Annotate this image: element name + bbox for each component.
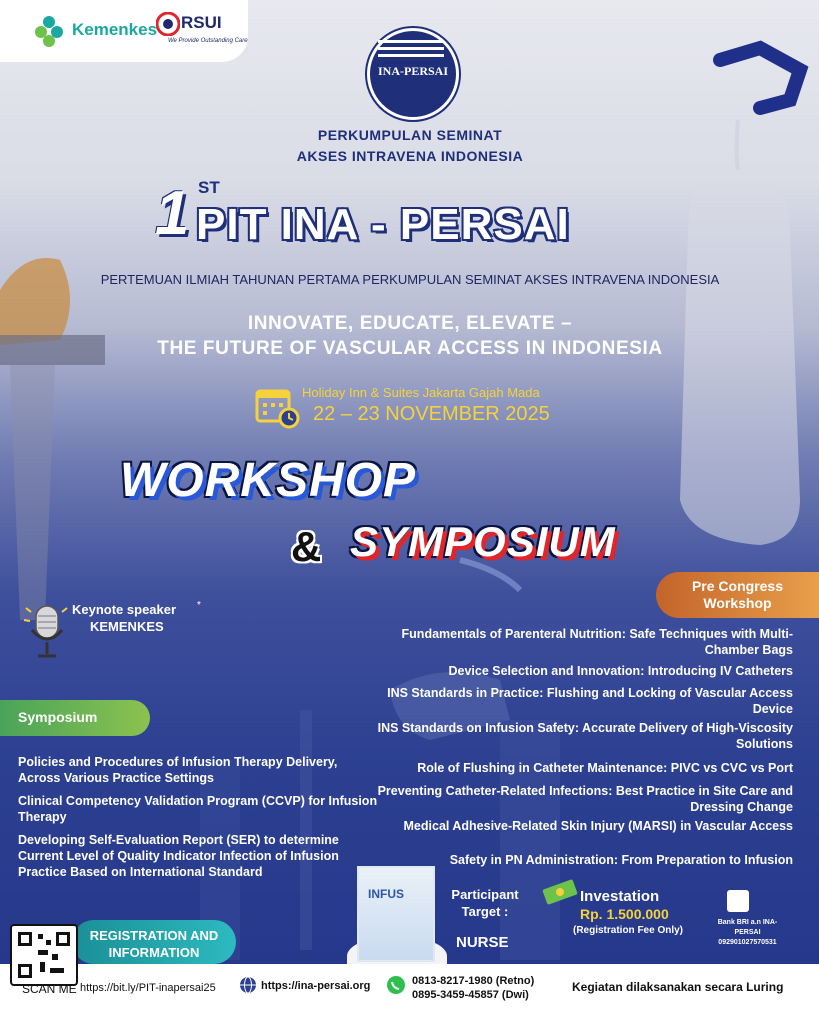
edition-number: 1 — [155, 179, 190, 248]
workshop-item: INS Standards in Practice: Flushing and Locking of Vascular Access Device — [387, 686, 793, 716]
kemenkes-logo-icon — [34, 14, 64, 48]
registration-title — [72, 927, 236, 961]
workshop-item: Role of Flushing in Catheter Maintenance: PIVC vs CVC vs Port — [417, 761, 793, 775]
microphone-icon — [22, 600, 70, 660]
ampersand: & — [291, 523, 322, 570]
pre-congress-title-line2: Workshop — [703, 595, 772, 611]
venue: Holiday Inn & Suites Jakarta Gajah Mada — [302, 385, 540, 400]
org-name-line1: PERKUMPULAN SEMINAT — [317, 127, 503, 143]
workshop-item: INS Standards on Infusion Safety: Accurate Delivery of High-Viscosity Solutions — [377, 721, 793, 751]
workshop-item: Safety in PN Administration: From Preparation to Infusion — [449, 853, 793, 867]
calendar-icon — [255, 385, 301, 429]
symposium-item: Policies and Procedures of Infusion Therapy Delivery, Across Various Practice Settings — [18, 755, 338, 785]
pre-congress-title — [660, 578, 815, 612]
symposium-headline: SYMPOSIUM — [350, 518, 616, 565]
rsui-logo-text: RSUI — [181, 13, 222, 32]
rsui-tagline: We Provide Outstanding Care — [168, 38, 248, 44]
participant-label — [441, 886, 529, 920]
keynote-label: Keynote speaker — [72, 602, 177, 617]
investation-label: Investation — [580, 888, 660, 905]
rsui-logo-icon — [156, 12, 180, 36]
investation-price: Rp. 1.500.000 — [580, 906, 669, 922]
org-name-line2: AKSES INTRAVENA INDONESIA — [296, 148, 524, 164]
registration-title-line1: REGISTRATION AND — [89, 928, 219, 943]
kemenkes-logo-text: Kemenkes — [72, 20, 158, 39]
workshop-item: Device Selection and Innovation: Introducing IV Catheters — [448, 664, 793, 678]
registration-title-line2: INFORMATION — [108, 945, 200, 960]
event-subtitle: PERTEMUAN ILMIAH TAHUNAN PERTAMA PERKUMPULAN SEMINAT AKSES INTRAVENA INDONESIA — [100, 272, 720, 287]
qr-code-icon — [12, 926, 76, 984]
edition-suffix: ST — [198, 178, 220, 197]
book-title: INFUS — [368, 887, 404, 901]
phone-dwi[interactable]: 0895-3459-45857 (Dwi) — [412, 989, 529, 1001]
bank-name: Bank BRI a.n INA-PERSAI — [717, 919, 778, 936]
event-dates: 22 – 23 NOVEMBER 2025 — [313, 403, 550, 425]
registration-fee-note: (Registration Fee Only) — [573, 925, 684, 936]
registration-link[interactable]: https://bit.ly/PIT-inapersai25 — [80, 982, 216, 994]
logo-text: INA-PERSAI — [377, 64, 448, 78]
theme-line2: THE FUTURE OF VASCULAR ACCESS IN INDONESIA — [157, 338, 663, 359]
symposium-item: Developing Self-Evaluation Report (SER) to determine Current Level of Quality Indicator Infection of Infusion Practice Based on International Standard — [18, 833, 339, 879]
globe-icon — [239, 976, 257, 994]
footer-bar — [0, 964, 819, 1024]
keynote-asterisk: * — [197, 600, 201, 611]
website-link[interactable]: https://ina-persai.org — [261, 980, 371, 992]
symposium-item: Clinical Competency Validation Program (CCVP) for Infusion Therapy — [18, 794, 378, 824]
symposium-title: Symposium — [18, 709, 98, 725]
qr-code[interactable] — [10, 924, 78, 986]
logo-stripes-icon — [378, 38, 444, 62]
whatsapp-icon — [386, 975, 406, 995]
workshop-item: Fundamentals of Parenteral Nutrition: Safe Techniques with Multi-Chamber Bags — [401, 627, 793, 657]
bank-info — [705, 918, 790, 948]
workshop-item: Preventing Catheter-Related Infections: Best Practice in Site Care and Dressing Change — [377, 784, 793, 814]
keynote-speaker: KEMENKES — [90, 619, 164, 634]
event-mode: Kegiatan dilaksanakan secara Luring — [572, 980, 784, 994]
bri-logo-icon — [727, 890, 749, 912]
event-title: PIT INA - PERSAI — [196, 200, 570, 249]
workshop-headline: WORKSHOP — [120, 454, 416, 507]
phone-retno[interactable]: 0813-8217-1980 (Retno) — [412, 975, 535, 987]
pre-congress-title-line1: Pre Congress — [691, 578, 784, 594]
participant-label-line2: Target : — [461, 904, 509, 919]
book-cover — [357, 866, 435, 962]
money-icon — [542, 876, 582, 906]
participant-label-line1: Participant — [451, 887, 519, 902]
bank-account: 092901027570531 — [718, 939, 777, 946]
theme-line1: INNOVATE, EDUCATE, ELEVATE – — [247, 313, 573, 334]
participant-target: NURSE — [456, 934, 509, 951]
workshop-item: Medical Adhesive-Related Skin Injury (MARSI) in Vascular Access — [403, 819, 793, 833]
scan-me-label: SCAN ME — [22, 982, 77, 996]
